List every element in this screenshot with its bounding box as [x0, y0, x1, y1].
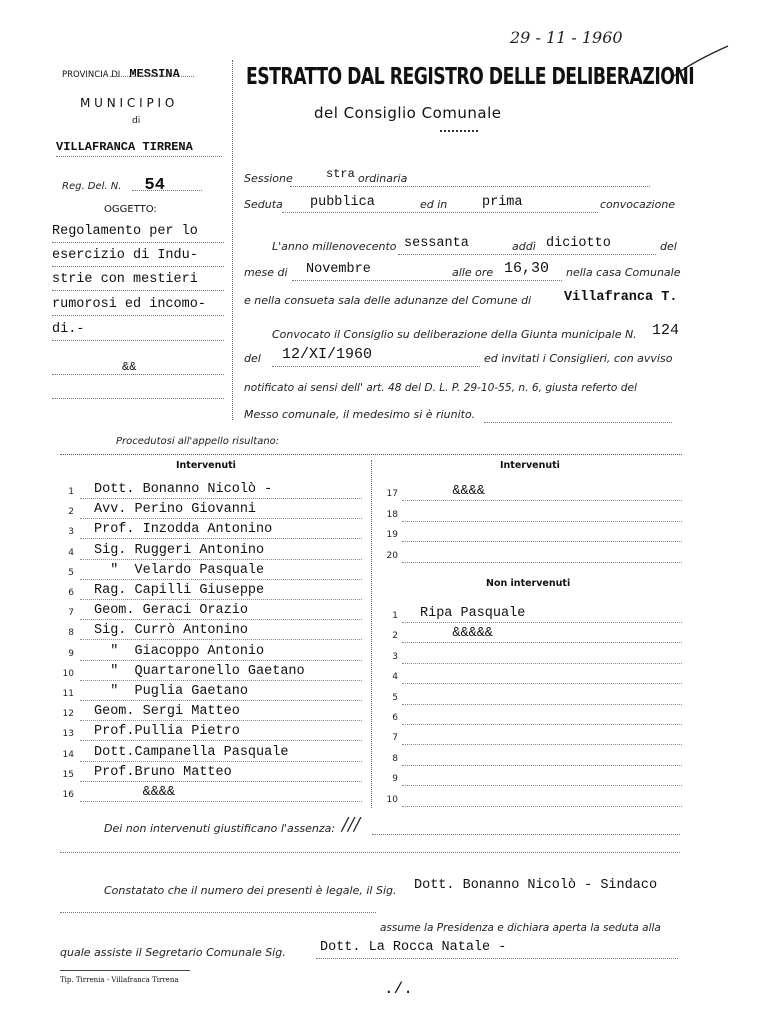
- casa-comunale-label: nella casa Comunale: [566, 266, 681, 279]
- giunta-number: 124: [652, 322, 680, 339]
- sessione-value: stra: [326, 167, 355, 181]
- mese-value: Novembre: [306, 262, 371, 277]
- row-dotted-line: [80, 619, 362, 620]
- row-dotted-line: [80, 660, 362, 661]
- anno-value: sessanta: [404, 236, 469, 251]
- footer-rule: [60, 970, 190, 971]
- footer-printer: Tip. Tirrenia - Villafranca Tirrena: [60, 976, 179, 984]
- row-number: 10: [386, 794, 398, 805]
- non-intervenuti-header: Non intervenuti: [486, 578, 571, 589]
- invitati-label: ed invitati i Consiglieri, con avviso: [484, 352, 673, 365]
- row-dotted-line: [402, 704, 682, 705]
- row-dotted-line: [402, 541, 682, 542]
- row-number: 4: [68, 547, 74, 558]
- sessione-suffix: ordinaria: [358, 172, 408, 185]
- member-name: " Puglia Gaetano: [94, 684, 248, 699]
- intervenuti-header-left: Intervenuti: [176, 460, 236, 471]
- row-dotted-line: [402, 500, 682, 501]
- member-name: Prof.Bruno Matteo: [94, 764, 232, 780]
- row-number: 20: [386, 550, 398, 561]
- row-number: 3: [68, 527, 74, 538]
- ed-in-label: ed in: [420, 198, 448, 211]
- member-name: Sig. Currò Antonino: [94, 623, 248, 639]
- row-number: 5: [68, 567, 74, 578]
- member-name: Avv. Perino Giovanni: [94, 502, 257, 518]
- intervenuti-header-right: Intervenuti: [500, 460, 560, 471]
- notificato-label: notificato ai sensi dell' art. 48 del D. L. P. 29-10-55, n. 6, giusta referto del: [244, 382, 637, 394]
- row-dotted-line: [80, 599, 362, 600]
- member-name: Geom. Geraci Orazio: [94, 603, 248, 619]
- municipio-label: M U N I C I P I O: [80, 96, 175, 110]
- row-dotted-line: [80, 579, 362, 580]
- mese-label: mese di: [244, 266, 288, 279]
- row-dotted-line: [80, 720, 362, 721]
- row-number: 6: [392, 713, 398, 723]
- row-dotted-line: [402, 642, 682, 643]
- row-number: 1: [68, 487, 74, 497]
- member-name: Prof. Inzodda Antonino: [94, 522, 273, 538]
- subtitle-rule: [440, 130, 478, 132]
- document-subtitle: del Consiglio Comunale: [314, 104, 502, 122]
- row-number: 6: [68, 588, 74, 598]
- reg-del: [62, 174, 165, 195]
- provincia-value: MESSINA: [129, 67, 180, 81]
- table-divider: [371, 460, 372, 808]
- comune-name: VILLAFRANCA TIRRENA: [56, 140, 193, 154]
- assenza-label: Dei non intervenuti giustificano l'assenza:: [104, 822, 336, 835]
- row-number: 5: [392, 692, 398, 703]
- row-number: 12: [62, 709, 74, 720]
- row-dotted-line: [80, 700, 362, 701]
- row-number: 8: [68, 628, 74, 639]
- row-number: 16: [62, 790, 74, 800]
- provincia-label: PROVINCIA DI: [62, 70, 121, 80]
- segretario-label: quale assiste il Segretario Comunale Sig.: [60, 946, 286, 959]
- member-name: " Quartaronello Gaetano: [94, 663, 305, 679]
- del2-label: del: [244, 352, 261, 365]
- row-dotted-line: [80, 559, 362, 560]
- di-label: di: [132, 116, 141, 126]
- row-dotted-line: [402, 744, 682, 745]
- row-dotted-line: [80, 801, 362, 802]
- row-dotted-line: [80, 680, 362, 681]
- row-dotted-line: [402, 521, 682, 522]
- member-name: Rag. Capilli Giuseppe: [94, 583, 265, 598]
- row-number: 4: [392, 672, 398, 683]
- giorno-value: diciotto: [546, 236, 611, 251]
- row-number: 13: [62, 729, 74, 740]
- row-number: 2: [392, 631, 398, 642]
- oggetto-label: OGGETTO:: [104, 204, 157, 215]
- oggetto-line: Regolamento per lo: [52, 224, 198, 239]
- row-dotted-line: [402, 562, 682, 563]
- row-dotted-line: [402, 765, 682, 766]
- oggetto-line: rumorosi ed incomo-: [52, 297, 206, 312]
- row-number: 10: [62, 668, 74, 679]
- presidente-value: Dott. Bonanno Nicolò - Sindaco: [414, 878, 658, 893]
- row-number: 3: [392, 651, 398, 662]
- oggetto-line: di.-: [52, 322, 85, 337]
- row-number: 9: [68, 648, 74, 659]
- assenza-value: ///: [342, 814, 361, 835]
- row-number: 14: [62, 749, 74, 760]
- row-dotted-line: [402, 806, 682, 807]
- row-number: 8: [392, 753, 398, 764]
- row-dotted-line: [80, 538, 362, 539]
- provincia-line: [62, 62, 180, 81]
- seduta-value: pubblica: [310, 195, 375, 210]
- row-dotted-line: [80, 781, 362, 782]
- appello-rule: [60, 454, 682, 455]
- member-name: Geom. Sergi Matteo: [94, 704, 240, 720]
- row-number: 1: [392, 611, 398, 621]
- reg-del-label: Reg. Del. N.: [62, 181, 122, 192]
- member-name: &&&&&: [420, 626, 493, 642]
- convocazione-label: convocazione: [600, 198, 676, 211]
- row-dotted-line: [402, 724, 682, 725]
- sessione-label: Sessione: [244, 172, 293, 185]
- row-dotted-line: [80, 518, 362, 519]
- member-name: &&&&: [420, 484, 485, 499]
- comune-value: Villafranca T.: [564, 290, 678, 305]
- handwritten-date: 29 - 11 - 1960: [510, 28, 623, 47]
- row-number: 7: [392, 733, 398, 744]
- row-dotted-line: [80, 761, 362, 762]
- row-dotted-line: [402, 785, 682, 786]
- row-number: 11: [62, 689, 74, 699]
- row-dotted-line: [402, 683, 682, 684]
- member-name: Prof.Pullia Pietro: [94, 724, 240, 740]
- seduta-label: Seduta: [244, 198, 283, 211]
- addi-label: addì: [512, 240, 536, 253]
- ore-label: alle ore: [452, 266, 494, 279]
- row-number: 2: [68, 507, 74, 518]
- row-dotted-line: [80, 740, 362, 741]
- row-number: 18: [386, 509, 398, 520]
- constatato-label: Constatato che il numero dei presenti è legale, il Sig.: [104, 884, 397, 897]
- row-number: 15: [62, 769, 74, 780]
- row-number: 9: [392, 774, 398, 785]
- ore-value: 16,30: [504, 260, 550, 277]
- document-title: ESTRATTO DAL REGISTRO DELLE DELIBERAZIONI: [246, 64, 695, 90]
- row-number: 7: [68, 608, 74, 619]
- presidenza-label: assume la Presidenza e dichiara aperta la seduta alla: [380, 922, 661, 934]
- member-name: Dott. Bonanno Nicolò -: [94, 482, 273, 497]
- messo-label: Messo comunale, il medesimo si è riunito.: [244, 408, 476, 421]
- row-number: 19: [386, 530, 398, 540]
- row-dotted-line: [80, 498, 362, 499]
- sala-label: e nella consueta sala delle adunanze del Comune di: [244, 294, 532, 307]
- convocazione-value: prima: [482, 195, 523, 210]
- footer-mark: ./.: [384, 980, 413, 998]
- delib-date: 12/XI/1960: [282, 346, 373, 363]
- oggetto-line: strie con mestieri: [52, 272, 198, 287]
- oggetto-line: esercizio di Indu-: [52, 248, 198, 263]
- reg-del-number: 54: [144, 176, 165, 195]
- member-name: " Giacoppo Antonio: [94, 643, 265, 659]
- row-number: 17: [386, 489, 398, 499]
- oggetto-end: &&: [122, 360, 137, 374]
- member-name: " Velardo Pasquale: [94, 562, 265, 578]
- row-dotted-line: [402, 663, 682, 664]
- member-name: &&&&: [94, 785, 176, 800]
- row-dotted-line: [402, 622, 682, 623]
- del-label: del: [660, 240, 677, 253]
- anno-label: L'anno millenovecento: [272, 240, 397, 253]
- row-dotted-line: [80, 639, 362, 640]
- appello-label: Procedutosi all'appello risultano:: [116, 436, 280, 447]
- member-name: Dott.Campanella Pasquale: [94, 744, 289, 760]
- member-name: Ripa Pasquale: [420, 606, 526, 621]
- member-name: Sig. Ruggeri Antonino: [94, 542, 265, 558]
- header-divider: [232, 60, 233, 420]
- convocato-label: Convocato il Consiglio su deliberazione della Giunta municipale N.: [272, 328, 637, 341]
- segretario-value: Dott. La Rocca Natale -: [320, 940, 507, 955]
